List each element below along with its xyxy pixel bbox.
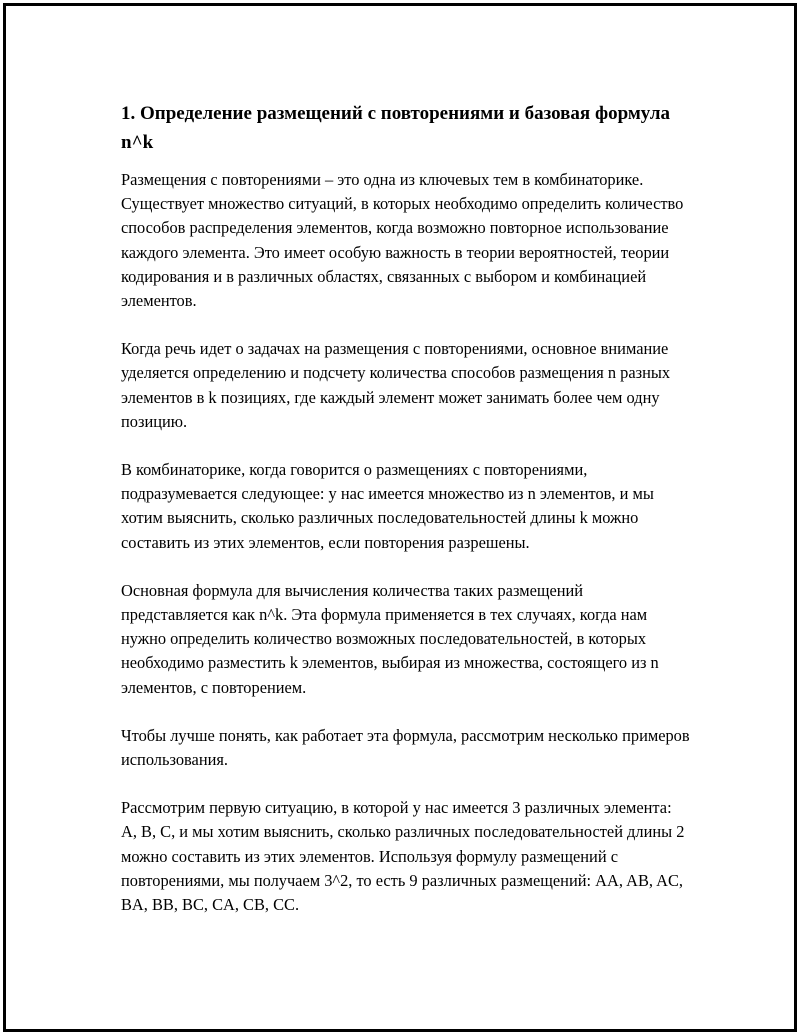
- document-body: [121, 99, 691, 917]
- paragraph: Рассмотрим первую ситуацию, в которой у нас имеется 3 различных элемента: A, B, C, и мы хотим выяснить, сколько различных последовательностей длины 2 можно составить из этих элементов. Используя формулу размещений с повторениями, мы получаем 3^2, то есть 9 различных размещений: AA, AB, AC, BA, BB, BC, CA, CB, CC.: [121, 798, 685, 915]
- paragraph: В комбинаторике, когда говорится о размещениях с повторениями, подразумевается следующее: у нас имеется множество из n элементов, и мы хотим выяснить, сколько различных последовательностей длины k можно составить из этих элементов, если повторения разрешены.: [121, 460, 654, 552]
- paragraph: Размещения с повторениями – это одна из ключевых тем в комбинаторике. Существует множество ситуаций, в которых необходимо определить количество способов распределения элементов, когда возможно повторное использование каждого элемента. Это имеет особую важность в теории вероятностей, теории кодирования и в различных областях, связанных с выбором и комбинацией элементов.: [121, 170, 684, 311]
- paragraph: Когда речь идет о задачах на размещения с повторениями, основное внимание уделяется определению и подсчету количества способов размещения n разных элементов в k позициях, где каждый элемент может занимать более чем одну позицию.: [121, 339, 671, 431]
- paragraph: Чтобы лучше понять, как работает эта формула, рассмотрим несколько примеров использования.: [121, 725, 690, 770]
- section-heading: 1. Определение размещений с повторениями и базовая формула n^k: [121, 103, 670, 153]
- page-frame: [3, 3, 797, 1032]
- paragraph: Основная формула для вычисления количества таких размещений представляется как n^k. Эта формула применяется в тех случаях, когда нам нужно определить количество возможных последовательностей, в которых необходимо разместить k элементов, выбирая из множества, состоящего из n элементов, с повторением.: [121, 580, 659, 697]
